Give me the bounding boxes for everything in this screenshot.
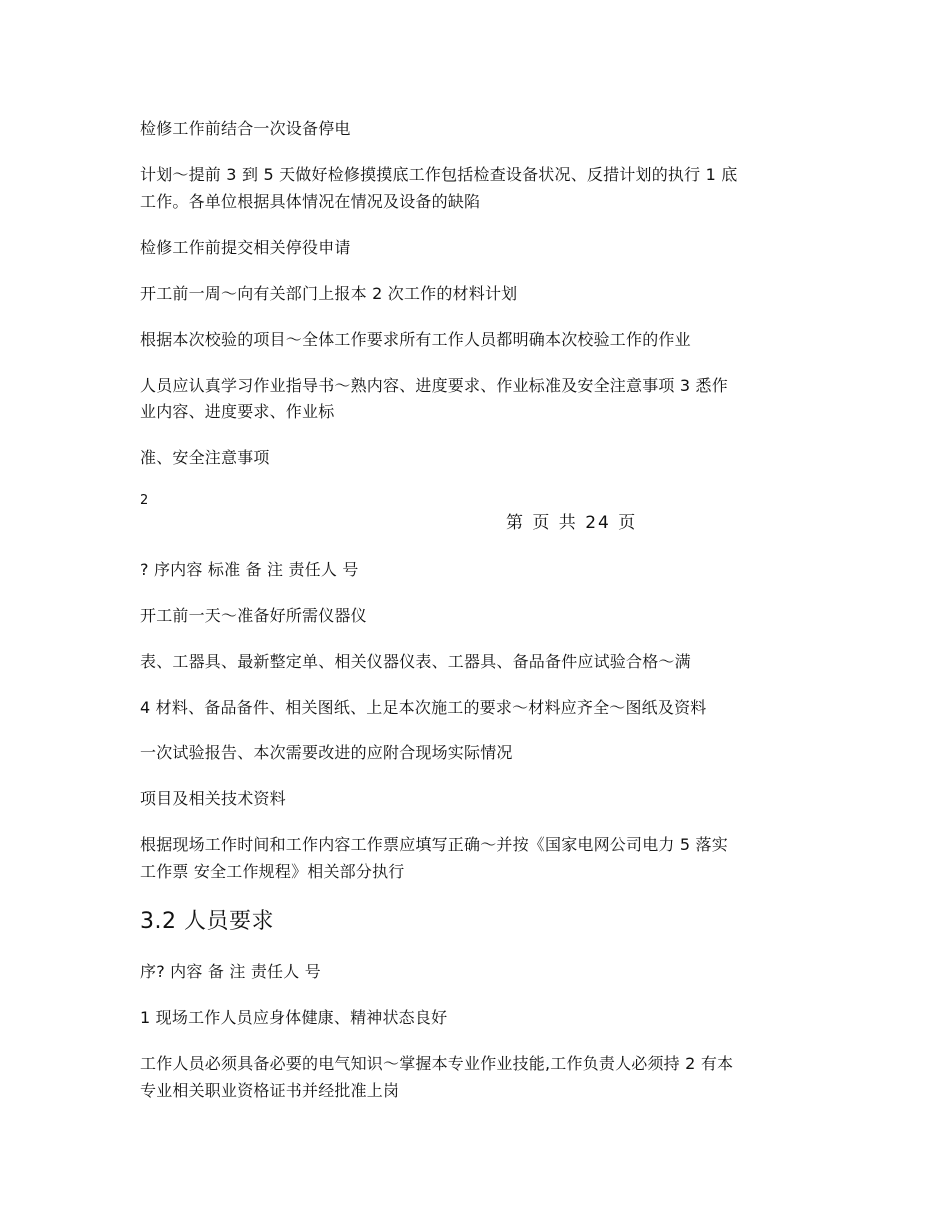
text-line: 开工前一天～准备好所需仪器仪 <box>140 606 367 625</box>
text-line: 4 材料、备品备件、相关图纸、上足本次施工的要求～材料应齐全～图纸及资料 <box>140 698 707 717</box>
text-line: 根据本次校验的项目～全体工作要求所有工作人员都明确本次校验工作的作业 <box>140 330 691 349</box>
page-footer: 第 页 共 24 页 <box>506 513 638 533</box>
text-line: 项目及相关技术资料 <box>140 789 286 808</box>
text-line: 检修工作前结合一次设备停电 <box>140 119 351 138</box>
text-line: 工作。各单位根据具体情况在情况及设备的缺陷 <box>140 192 481 211</box>
text-line: 工作人员必须具备必要的电气知识～掌握本专业作业技能,工作负责人必须持 2 有本 <box>140 1054 734 1073</box>
text-line: 1 现场工作人员应身体健康、精神状态良好 <box>140 1008 448 1027</box>
section-heading: 3.2 人员要求 <box>140 909 274 934</box>
text-line: 表、工器具、最新整定单、相关仪器仪表、工器具、备品备件应试验合格～满 <box>140 652 691 671</box>
text-line: 根据现场工作时间和工作内容工作票应填写正确～并按《国家电网公司电力 5 落实 <box>140 835 728 854</box>
text-line: 人员应认真学习作业指导书～熟内容、进度要求、作业标准及安全注意事项 3 悉作 <box>140 376 728 395</box>
text-line: 一次试验报告、本次需要改进的应附合现场实际情况 <box>140 743 513 762</box>
text-line: 业内容、进度要求、作业标 <box>140 402 335 421</box>
text-line: 计划～提前 3 到 5 天做好检修摸摸底工作包括检查设备状况、反措计划的执行 1 底 <box>140 165 738 184</box>
text-line: 开工前一周～向有关部门上报本 2 次工作的材料计划 <box>140 284 518 303</box>
text-line: 工作票 安全工作规程》相关部分执行 <box>140 862 405 881</box>
page-number: 2 <box>140 493 149 508</box>
table-header-row: 序? 内容 备 注 责任人 号 <box>140 962 321 981</box>
text-line: 专业相关职业资格证书并经批准上岗 <box>140 1081 400 1100</box>
table-header-row: ? 序内容 标准 备 注 责任人 号 <box>140 560 359 579</box>
text-line: 检修工作前提交相关停役申请 <box>140 238 351 257</box>
text-line: 准、安全注意事项 <box>140 448 270 467</box>
